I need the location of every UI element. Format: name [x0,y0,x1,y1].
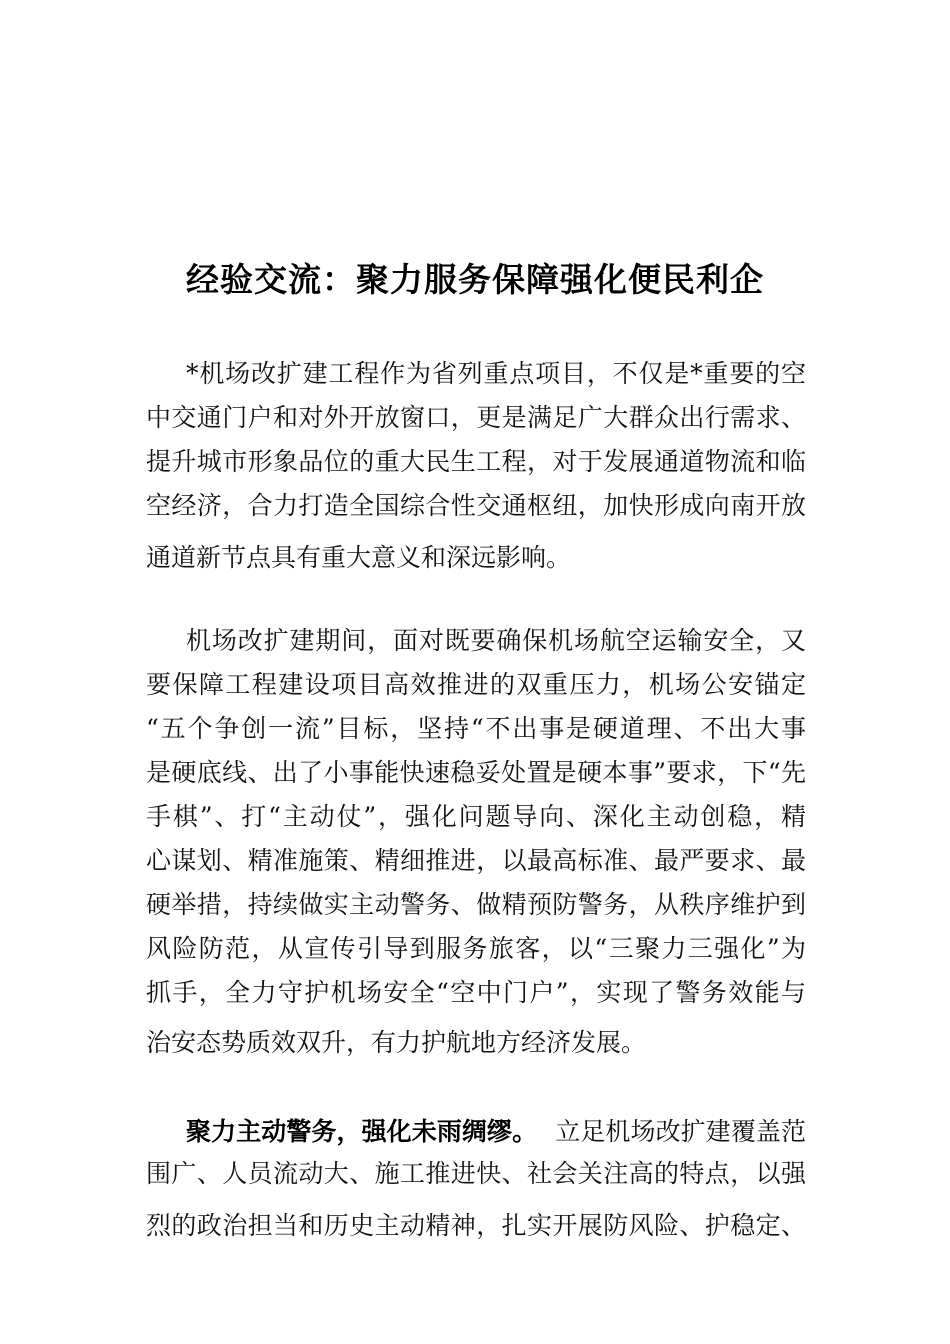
paragraph-2-line-5: 手棋”、打“主动仗”，强化问题导向、深化主动创稳，精 [146,802,806,831]
paragraph-2-line-3: “五个争创一流”目标，坚持“不出事是硬道理、不出大事 [146,714,806,743]
paragraph-2-line-6: 心谋划、精准施策、精细推进，以最高标准、最严要求、最 [146,846,806,875]
paragraph-2-line-9: 抓手，全力守护机场安全“空中门户”，实现了警务效能与 [146,978,806,1007]
document-title: 经验交流：聚力服务保障强化便民利企 [186,260,764,299]
paragraph-3-line-1-text: 立足机场改扩建覆盖范 [555,1117,806,1146]
paragraph-2-line-10: 治安态势质效双升，有力护航地方经济发展。 [146,1028,647,1057]
paragraph-3-line-3: 烈的政治担当和历史主动精神，扎实开展防风险、护稳定、 [146,1211,806,1240]
paragraph-1-line-4: 空经济，合力打造全国综合性交通枢纽，加快形成向南开放 [146,491,806,520]
paragraph-2-line-7: 硬举措，持续做实主动警务、做精预防警务，从秩序维护到 [146,890,806,919]
paragraph-1-line-3: 提升城市形象品位的重大民生工程，对于发展通道物流和临 [146,447,806,476]
paragraph-2-line-4: 是硬底线、出了小事能快速稳妥处置是硬本事”要求，下“先 [146,758,806,787]
paragraph-3-heading: 聚力主动警务，强化未雨绸缪。 [186,1117,538,1146]
paragraph-1-line-5: 通道新节点具有重大意义和深远影响。 [146,543,572,572]
paragraph-3-line-1 [186,1110,806,1154]
paragraph-1-line-1: *机场改扩建工程作为省列重点项目，不仅是*重要的空 [186,359,806,388]
paragraph-3-line-2: 围广、人员流动大、施工推进快、社会关注高的特点，以强 [146,1159,806,1188]
paragraph-1-line-2: 中交通门户和对外开放窗口，更是满足广大群众出行需求、 [146,403,806,432]
paragraph-2-line-1: 机场改扩建期间，面对既要确保机场航空运输安全，又 [186,626,806,655]
paragraph-2-line-8: 风险防范，从宣传引导到服务旅客，以“三聚力三强化”为 [146,934,806,963]
paragraph-2-line-2: 要保障工程建设项目高效推进的双重压力，机场公安锚定 [146,670,806,699]
